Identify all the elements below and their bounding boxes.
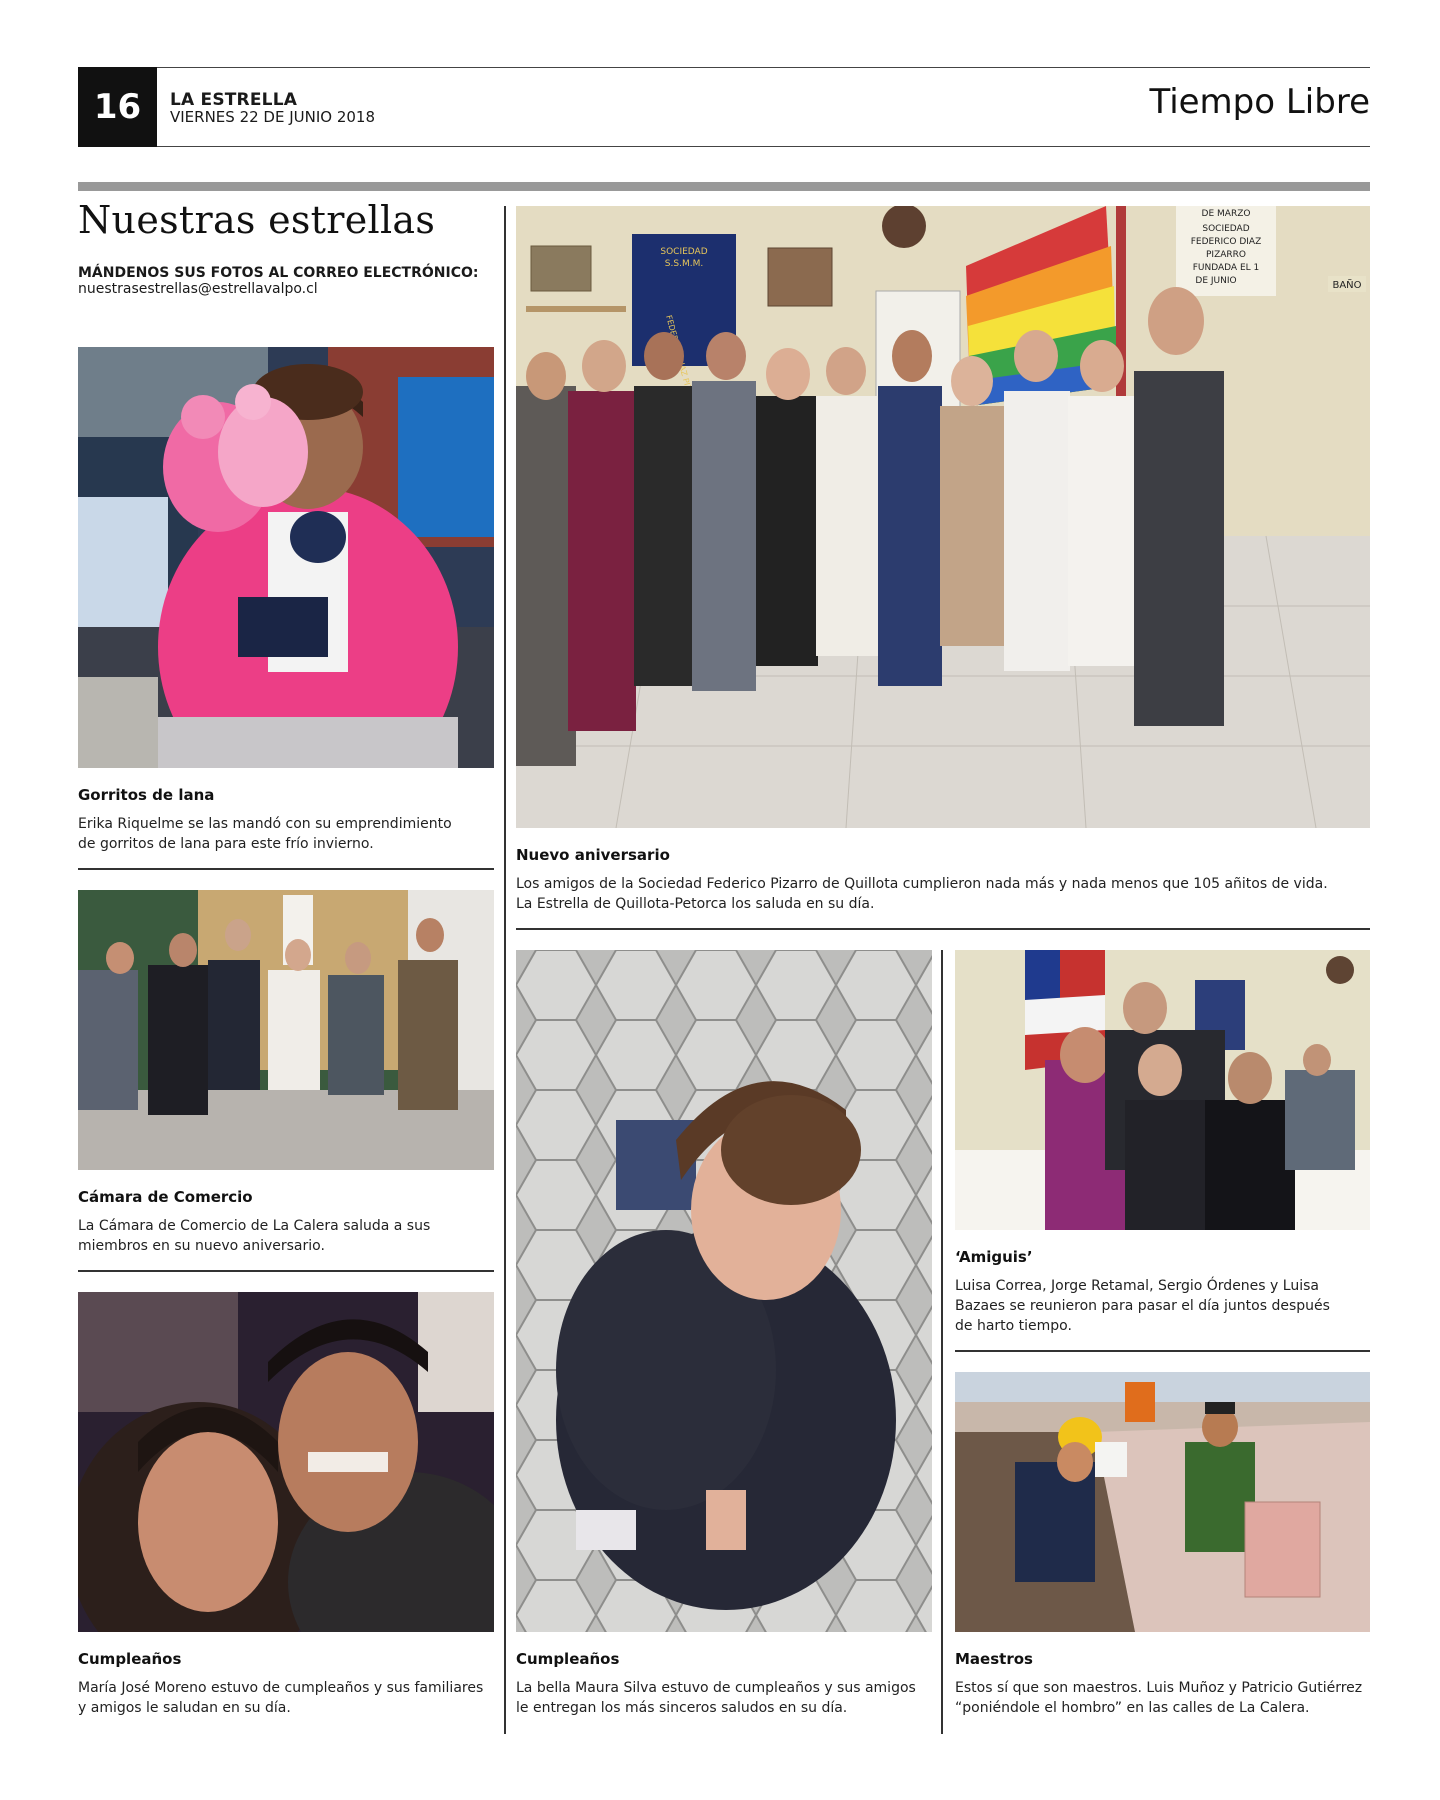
caption-text-line: Erika Riquelme se las mandó con su emprendimiento — [78, 816, 452, 832]
caption-text-line: y amigos le saludan en su día. — [78, 1700, 291, 1716]
caption-heading: Nuevo aniversario — [516, 846, 670, 864]
photo-birthday-couple — [78, 1292, 494, 1632]
sign-text: DE MARZO — [1201, 209, 1251, 219]
story-separator — [78, 1270, 494, 1272]
caption-text-line: Estos sí que son maestros. Luis Muñoz y Patricio Gutiérrez — [955, 1680, 1363, 1696]
caption-heading: Gorritos de lana — [78, 786, 215, 804]
page-title: Nuestras estrellas — [78, 198, 436, 242]
caption-text-line: de harto tiempo. — [955, 1318, 1072, 1334]
sign-text: PIZARRO — [1206, 250, 1246, 260]
caption-heading: Cumpleaños — [516, 1650, 620, 1668]
sign-text: DE JUNIO — [1195, 276, 1237, 286]
photo-knitted-hats — [78, 347, 494, 768]
caption-text-line: “poniéndole el hombro” en las calles de La Calera. — [955, 1700, 1310, 1716]
caption-heading: ‘Amiguis’ — [955, 1248, 1033, 1266]
caption-text-line: La Cámara de Comercio de La Calera saluda a sus — [78, 1218, 431, 1234]
caption-text-line: La Estrella de Quillota-Petorca los saluda en su día. — [516, 896, 875, 912]
caption-text-line: Los amigos de la Sociedad Federico Pizarro de Quillota cumplieron nada más y nada menos que 105 añitos de vida. — [516, 876, 1328, 892]
caption-heading: Cámara de Comercio — [78, 1188, 253, 1206]
column-divider-left — [504, 206, 506, 1734]
issue-date: VIERNES 22 DE JUNIO 2018 — [170, 108, 376, 126]
banner-text: FEDERICO DIAZ — [664, 314, 689, 378]
newspaper-name: LA ESTRELLA — [170, 90, 298, 110]
caption-heading: Maestros — [955, 1650, 1033, 1668]
story-separator — [78, 868, 494, 870]
column-divider-right — [941, 950, 943, 1734]
header-bottom-rule — [78, 146, 1370, 147]
caption-heading: Cumpleaños — [78, 1650, 182, 1668]
photo-amiguis-friends — [955, 950, 1370, 1230]
photo-birthday-maura — [516, 950, 932, 1632]
sign-text: FEDERICO DIAZ — [1190, 237, 1262, 247]
section-title: Tiempo Libre — [1149, 82, 1370, 122]
caption-text-line: miembros en su nuevo aniversario. — [78, 1238, 325, 1254]
caption-text-line: Bazaes se reunieron para pasar el día juntos después — [955, 1298, 1330, 1314]
section-divider-bar — [78, 182, 1370, 191]
page-number: 16 — [78, 67, 157, 147]
sign-text: BAÑO — [1332, 280, 1362, 291]
caption-text-line: María José Moreno estuvo de cumpleaños y sus familiares — [78, 1680, 484, 1696]
caption-text-line: Luisa Correa, Jorge Retamal, Sergio Órdenes y Luisa — [955, 1278, 1319, 1294]
sign-text: SOCIEDAD — [1202, 224, 1250, 234]
banner-text: S.S.M.M. — [664, 259, 704, 269]
sign-text: FUNDADA EL 1 — [1192, 263, 1260, 273]
photo-society-anniversary — [516, 206, 1370, 828]
caption-text-line: le entregan los más sinceros saludos en su día. — [516, 1700, 848, 1716]
photo-chamber-of-commerce — [78, 890, 494, 1170]
header-top-rule — [78, 67, 1370, 68]
caption-text-line: La bella Maura Silva estuvo de cumpleaños y sus amigos — [516, 1680, 916, 1696]
story-separator — [516, 928, 1370, 930]
story-separator — [955, 1350, 1370, 1352]
banner-text: SOCIEDAD — [660, 247, 708, 257]
photo-construction-workers — [955, 1372, 1370, 1632]
caption-text-line: de gorritos de lana para este frío invierno. — [78, 836, 374, 852]
submit-email-link[interactable]: nuestrasestrellas@estrellavalpo.cl — [78, 281, 318, 297]
submit-photos-label: MÁNDENOS SUS FOTOS AL CORREO ELECTRÓNICO: — [78, 265, 479, 281]
